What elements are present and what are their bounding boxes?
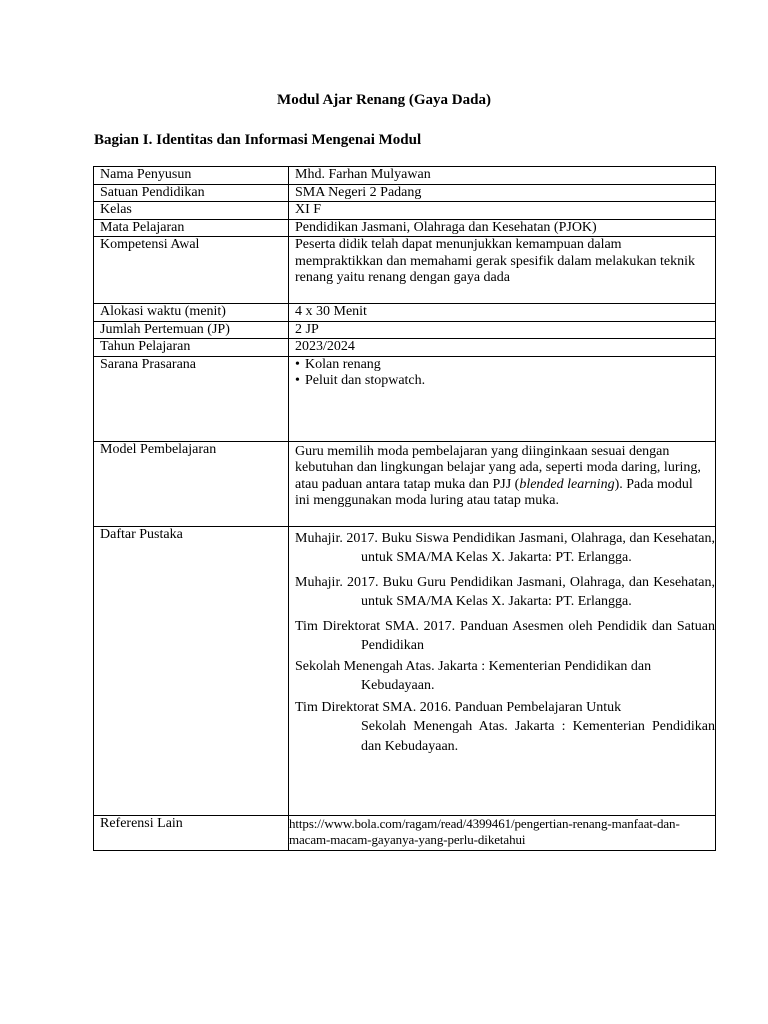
list-item	[295, 373, 709, 390]
label-kelas: Kelas	[94, 202, 289, 220]
value-satuan-pendidikan: SMA Negeri 2 Padang	[289, 184, 716, 202]
label-satuan-pendidikan: Satuan Pendidikan	[94, 184, 289, 202]
value-jumlah-pertemuan: 2 JP	[289, 321, 716, 339]
table-row	[94, 237, 716, 304]
label-sarana-prasarana: Sarana Prasarana	[94, 356, 289, 441]
table-row	[94, 815, 716, 850]
reference-item: Kebudayaan.	[361, 678, 435, 693]
value-nama-penyusun: Mhd. Farhan Mulyawan	[289, 167, 716, 185]
reference-item: Tim Direktorat SMA. 2017. Panduan Asesmen oleh Pendidik dan Satuan Pendidikan	[295, 618, 715, 653]
label-mata-pelajaran: Mata Pelajaran	[94, 219, 289, 237]
bullet-icon: •	[295, 356, 300, 372]
model-text-italic: blended learning	[519, 476, 615, 492]
model-text-after: ). Pada modul ini menggunakan moda luring atau tatap muka.	[295, 476, 693, 508]
label-model-pembelajaran: Model Pembelajaran	[94, 441, 289, 526]
reference-item: Sekolah Menengah Atas. Jakarta : Kementerian Pendidikan dan Kebudayaan.	[361, 719, 715, 754]
value-sarana-prasarana	[289, 356, 716, 441]
identity-table	[93, 166, 716, 851]
label-referensi-lain: Referensi Lain	[94, 815, 289, 850]
list-item-text: Kolan renang	[305, 356, 381, 372]
label-jumlah-pertemuan: Jumlah Pertemuan (JP)	[94, 321, 289, 339]
value-kompetensi-awal: Peserta didik telah dapat menunjukkan kemampuan dalam mempraktikkan dan memahami gerak spesifik dalam melakukan teknik renang yaitu renang dengan gaya dada	[289, 237, 716, 304]
document-title: Modul Ajar Renang (Gaya Dada)	[277, 92, 491, 108]
model-text-before: Guru memilih moda pembelajaran yang diinginkaan sesuai dengan kebutuhan dan lingkungan belajar yang ada, seperti moda daring, luring, atau paduan antara tatap muka dan PJJ (	[295, 443, 701, 492]
label-daftar-pustaka: Daftar Pustaka	[94, 526, 289, 815]
list-item	[295, 357, 709, 374]
table-row	[94, 526, 716, 815]
table-row	[94, 184, 716, 202]
table-row	[94, 441, 716, 526]
table-row	[94, 219, 716, 237]
sarana-list	[295, 357, 709, 390]
section-heading: Bagian I. Identitas dan Informasi Mengenai Modul	[94, 132, 422, 148]
value-daftar-pustaka	[289, 526, 716, 815]
table-row	[94, 202, 716, 220]
value-referensi-lain-link[interactable]: https://www.bola.com/ragam/read/4399461/pengertian-renang-manfaat-dan-macam-macam-gayanya-yang-perlu-diketahui	[289, 815, 716, 850]
reference-item: Muhajir. 2017. Buku Siswa Pendidikan Jasmani, Olahraga, dan Kesehatan, untuk SMA/MA Kelas X. Jakarta: PT. Erlangga.	[295, 530, 715, 565]
reference-item: Sekolah Menengah Atas. Jakarta : Kementerian Pendidikan dan	[295, 658, 652, 674]
table-row	[94, 167, 716, 185]
value-mata-pelajaran: Pendidikan Jasmani, Olahraga dan Kesehatan (PJOK)	[289, 219, 716, 237]
table-row	[94, 304, 716, 322]
table-row	[94, 321, 716, 339]
reference-item: Tim Direktorat SMA. 2016. Panduan Pembelajaran Untuk	[295, 699, 622, 715]
bullet-icon: •	[295, 373, 300, 388]
label-tahun-pelajaran: Tahun Pelajaran	[94, 339, 289, 357]
list-item-text: Peluit dan stopwatch.	[305, 373, 426, 388]
table-row	[94, 339, 716, 357]
value-tahun-pelajaran: 2023/2024	[289, 339, 716, 357]
label-kompetensi-awal: Kompetensi Awal	[94, 237, 289, 304]
label-alokasi-waktu: Alokasi waktu (menit)	[94, 304, 289, 322]
value-kelas: XI F	[289, 202, 716, 220]
value-alokasi-waktu: 4 x 30 Menit	[289, 304, 716, 322]
label-nama-penyusun: Nama Penyusun	[94, 167, 289, 185]
value-model-pembelajaran	[289, 441, 716, 526]
table-row	[94, 356, 716, 441]
reference-item: Muhajir. 2017. Buku Guru Pendidikan Jasmani, Olahraga, dan Kesehatan, untuk SMA/MA Kelas X. Jakarta: PT. Erlangga.	[295, 574, 715, 609]
